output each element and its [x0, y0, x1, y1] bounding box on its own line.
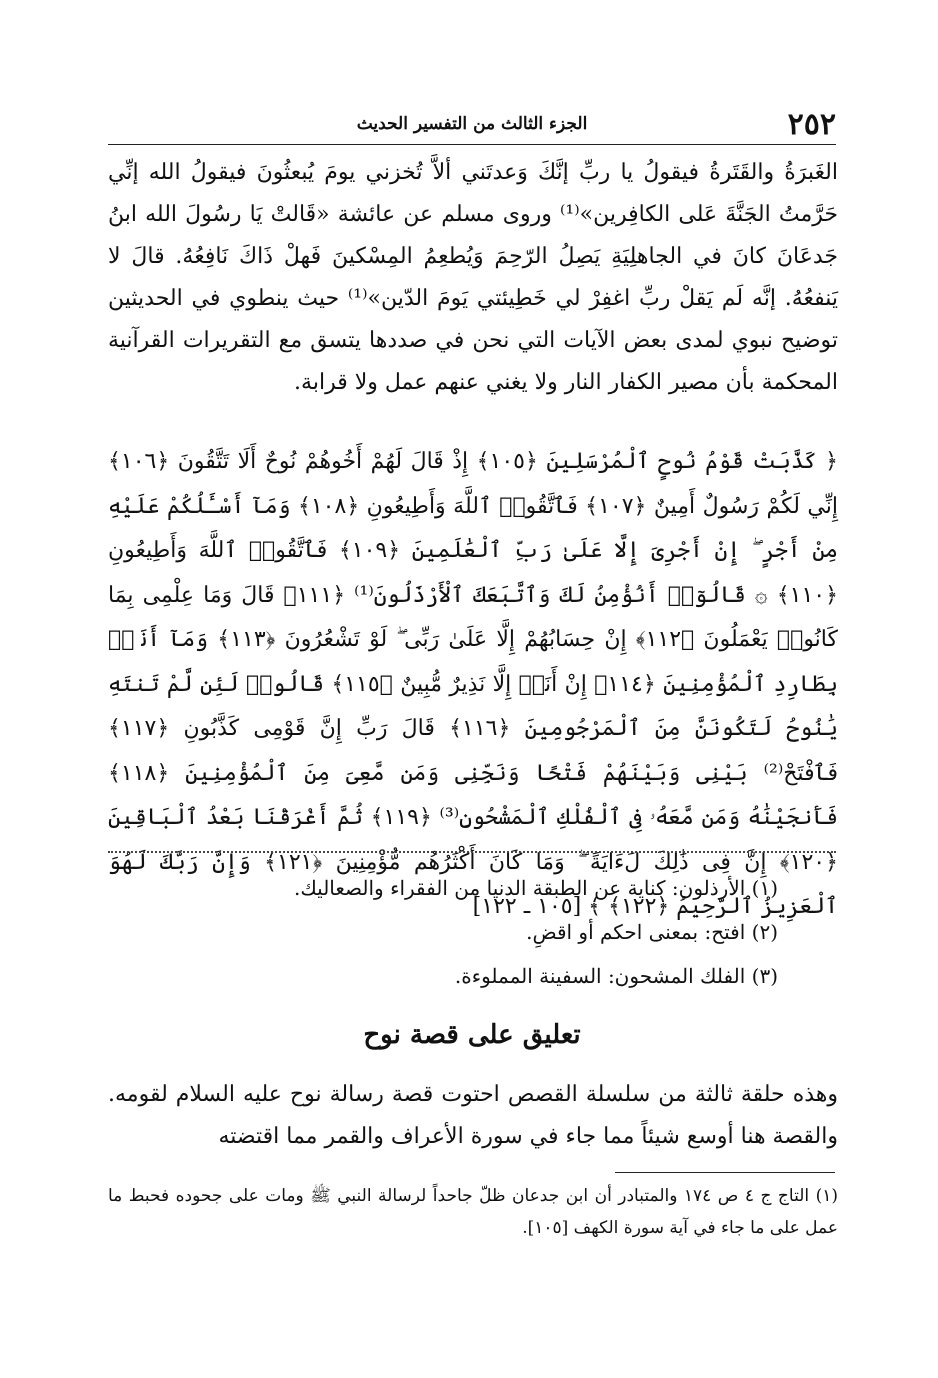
glossary-note: (٣) الفلك المشحون: السفينة المملوءة.: [454, 964, 778, 988]
section-body: وهذه حلقة ثالثة من سلسلة القصص احتوت قصة رسالة نوح عليه السلام لقومه. والقصة هنا أوسع شيئاً مما جاء في سورة الأعراف والقمر مما اقتضته: [108, 1082, 838, 1149]
section-title: تعليق على قصة نوح: [363, 1020, 581, 1050]
quran-passage: ﴿ كَذَّبَتْ قَوْمُ نُوحٍ ٱلْمُرْسَلِينَ ﴿١٠٥﴾ إِذْ قَالَ لَهُمْ أَخُوهُمْ نُوحٌ أَلَا تَتَّقُونَ ﴿١٠٦﴾ إِنِّي لَكُمْ رَسُولٌ أَمِينٌ ﴿١٠٧﴾ فَٱتَّقُوا۟ ٱللَّهَ وَأَطِيعُونِ ﴿١٠٨﴾ وَمَآ أَسْـَٔلُكُمْ عَلَيْهِ مِنْ أَجْرٍ ۖ إِنْ أَجْرِىَ إِلَّا عَلَىٰ رَبِّ ٱلْعَٰلَمِينَ ﴿١٠٩﴾ فَٱتَّقُوا۟ ٱللَّهَ وَأَطِيعُونِ ﴿١١٠﴾ ۞ قَالُوٓا۟ أَنُؤْمِنُ لَكَ وَٱتَّبَعَكَ ٱلْأَرْذَلُونَ⁽¹⁾ ﴿١١١﴾ قَالَ وَمَا عِلْمِى بِمَا كَانُوا۟ يَعْمَلُونَ ﴿١١٢﴾ إِنْ حِسَابُهُمْ إِلَّا عَلَىٰ رَبِّى ۖ لَوْ تَشْعُرُونَ ﴿١١٣﴾ وَمَآ أَنَا۠ بِطَارِدِ ٱلْمُؤْمِنِينَ ﴿١١٤﴾ إِنْ أَنَا۠ إِلَّا نَذِيرٌ مُّبِينٌ ﴿١١٥﴾ قَالُوا۟ لَئِن لَّمْ تَنتَهِ يَٰنُوحُ لَتَكُونَنَّ مِنَ ٱلْمَرْجُومِينَ ﴿١١٦﴾ قَالَ رَبِّ إِنَّ قَوْمِى كَذَّبُونِ ﴿١١٧﴾ فَٱفْتَحْ⁽²⁾ بَيْنِى وَبَيْنَهُمْ فَتْحًا وَنَجِّنِى وَمَن مَّعِىَ مِنَ ٱلْمُؤْمِنِينَ ﴿١١٨﴾ فَأَنجَيْنَٰهُ وَمَن مَّعَهُۥ فِى ٱلْفُلْكِ ٱلْمَشْحُونِ⁽³⁾ ﴿١١٩﴾ ثُمَّ أَغْرَقْنَا بَعْدُ ٱلْبَاقِينَ ﴿١٢٠﴾ إِنَّ فِى ذَٰلِكَ لَءَايَةً ۖ وَمَا كَانَ أَكْثَرُهُم مُّؤْمِنِينَ ﴿١٢١﴾ وَإِنَّ رَبَّكَ لَهُوَ ٱلْعَزِيزُ ٱلرَّحِيمُ ﴿١٢٢﴾ ﴾ [١٠٥ ـ ١٢٢]: [108, 449, 839, 919]
intro-paragraph: الغَبرَةُ والقَتَرةُ فيقولُ يا ربِّ إنَّكَ وَعدتَني ألاَّ تُخزني يومَ يُبعثُونَ فيقولُ الله إنِّي حَرَّمتُ الجَنَّةَ عَلى الكافِرين»⁽¹⁾ وروى مسلم عن عائشة «قَالتْ يَا رسُولَ الله ابنُ جَدعَانَ كانَ في الجاهلِيَةِ يَصِلُ الرّحِمَ وَيُطعِمُ المِسْكينَ فَهلْ ذَاكَ نَافِعُهُ. قالَ لا يَنفعُهُ. إنَّه لَم يَقلْ ربِّ اغفِرْ لي خَطِيئتي يَومَ الدّين»⁽¹⁾ حيث ينطوي في الحديثين توضيح نبوي لمدى بعض الآيات التي نحن في صددها يتسق مع التقريرات القرآنية المحكمة بأن مصير الكفار النار ولا يغني عنهم عمل ولا قرابة.: [108, 160, 838, 395]
glossary-note: (١) الأرذلون: كناية عن الطبقة الدنيا من الفقراء والصعاليك.: [293, 876, 778, 900]
running-title: الجزء الثالث من التفسير الحديث: [356, 114, 588, 134]
notes-divider: [108, 851, 836, 853]
footnote-divider: [615, 1172, 835, 1173]
page-header: [108, 108, 836, 145]
page-number: ٢٥٢: [787, 107, 836, 142]
glossary-note: (٢) افتح: بمعنى احكم أو اقضِ.: [526, 920, 778, 944]
glossary-notes: [138, 866, 778, 998]
footnote: (١) التاج ج ٤ ص ١٧٤ والمتبادر أن ابن جدعان ظلّ جاحداً لرسالة النبي ﷺ ومات على جحوده فحبط ما عمل على ما جاء في آية سورة الكهف [١٠٥].: [108, 1186, 838, 1238]
